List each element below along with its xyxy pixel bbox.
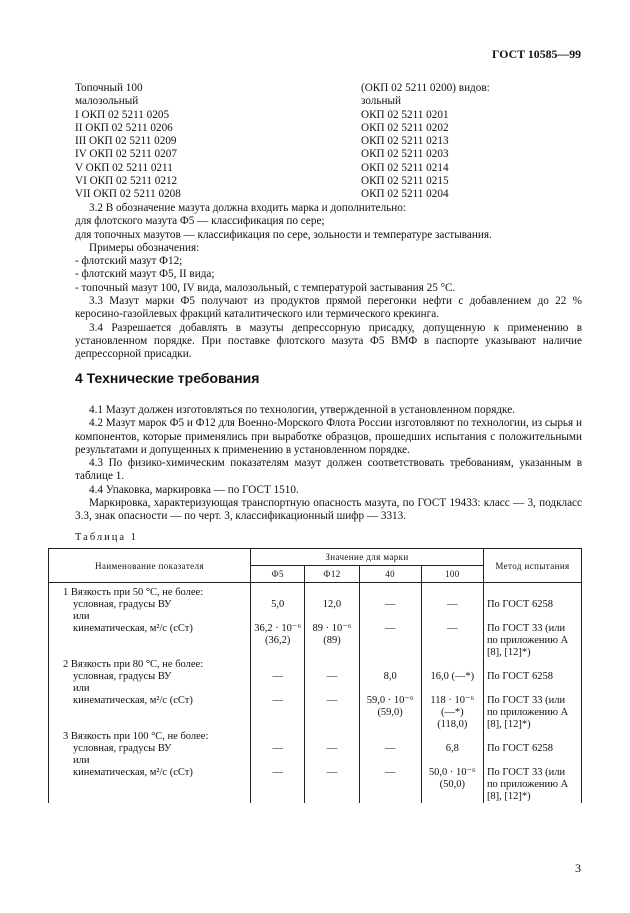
- code-left: V ОКП 02 5211 0211: [75, 161, 173, 174]
- row-value: —: [421, 623, 483, 659]
- row-method: По ГОСТ 6258: [483, 599, 581, 611]
- col-header-brand: 100: [421, 566, 483, 583]
- code-row: [0, 188, 500, 201]
- row-method: [483, 659, 581, 671]
- table-row: [49, 583, 582, 600]
- code-right: ОКП 02 5211 0201: [361, 108, 449, 121]
- code-row: [0, 109, 500, 122]
- row-value: [359, 659, 421, 671]
- code-right: зольный: [361, 95, 401, 108]
- row-name: 1 Вязкость при 50 °С, не более:: [49, 583, 251, 600]
- code-left: I ОКП 02 5211 0205: [75, 108, 170, 121]
- row-value: —: [305, 743, 359, 755]
- row-method: По ГОСТ 33 (или по приложению А [8], [12]*): [483, 767, 581, 803]
- row-method: По ГОСТ 33 (или по приложению А [8], [12]*): [483, 695, 581, 731]
- code-right: ОКП 02 5211 0202: [361, 121, 449, 134]
- row-value: [359, 611, 421, 623]
- col-header-name: Наименование показателя: [49, 549, 251, 583]
- clause-4-3: 4.3 По физико-химическим показателям мазут должен соответствовать требованиям, указанным в таблице 1.: [75, 457, 582, 483]
- row-value: —: [359, 599, 421, 611]
- row-name: кинематическая, м²/с (сСт): [49, 623, 251, 659]
- row-value: —: [305, 767, 359, 803]
- code-right: ОКП 02 5211 0215: [361, 175, 449, 188]
- code-row: [0, 148, 500, 161]
- col-header-brand: 40: [359, 566, 421, 583]
- row-value: —: [251, 767, 305, 803]
- code-row: [0, 135, 500, 148]
- row-value: [421, 731, 483, 743]
- row-method: [483, 583, 581, 600]
- row-value: 16,0 (—*): [421, 671, 483, 683]
- table-row: [49, 731, 582, 743]
- table-row: [49, 623, 582, 659]
- row-value: [305, 755, 359, 767]
- code-left: VI ОКП 02 5211 0212: [75, 175, 178, 188]
- code-right: ОКП 02 5211 0204: [361, 188, 449, 201]
- code-right: ОКП 02 5211 0214: [361, 161, 449, 174]
- table-caption: Таблица 1: [75, 532, 138, 543]
- document-header: ГОСТ 10585—99: [492, 47, 581, 61]
- row-value: [251, 583, 305, 600]
- row-name: кинематическая, м²/с (сСт): [49, 767, 251, 803]
- row-value: [421, 659, 483, 671]
- table-row: [49, 743, 582, 755]
- code-row: [0, 175, 500, 188]
- row-method: По ГОСТ 33 (или по приложению А [8], [12]*): [483, 623, 581, 659]
- table-row: [49, 683, 582, 695]
- row-value: —: [251, 743, 305, 755]
- row-name: 2 Вязкость при 80 °С, не более:: [49, 659, 251, 671]
- row-value: —: [251, 695, 305, 731]
- clause-text: - топочный мазут 100, IV вида, малозольный, с температурой застывания 25 °С.: [75, 281, 456, 294]
- clause-text: для топочных мазутов — классификация по сере, зольности и температуре застывания.: [75, 228, 492, 241]
- row-name: условная, градусы ВУ: [49, 743, 251, 755]
- row-name: условная, градусы ВУ: [49, 671, 251, 683]
- row-value: —: [305, 695, 359, 731]
- row-value: [421, 683, 483, 695]
- row-value: 59,0 · 10⁻⁶ (59,0): [359, 695, 421, 731]
- row-value: [359, 683, 421, 695]
- clause-text: для флотского мазута Ф5 — классификация по сере;: [75, 215, 325, 228]
- clause-marking: Маркировка, характеризующая транспортную опасность мазута, по ГОСТ 19433: класс — 3, подкласс 3.3, знак опасности — по черт. 3, классификационный шифр — 3313.: [75, 497, 582, 523]
- row-value: [251, 683, 305, 695]
- row-value: [421, 611, 483, 623]
- clause-3-2: 3.2 В обозначение мазута должна входить марка и дополнительно:: [89, 202, 406, 214]
- row-value: —: [421, 599, 483, 611]
- table-row: [49, 755, 582, 767]
- row-method: По ГОСТ 6258: [483, 671, 581, 683]
- code-row: [0, 82, 500, 95]
- clause-text: Примеры обозначения:: [89, 241, 200, 254]
- row-method: [483, 611, 581, 623]
- col-header-brand: Ф12: [305, 566, 359, 583]
- col-header-method: Метод испытания: [483, 549, 581, 583]
- row-value: —: [305, 671, 359, 683]
- row-value: 50,0 · 10⁻⁶ (50,0): [421, 767, 483, 803]
- clause-4-1: 4.1 Мазут должен изготовляться по технологии, утвержденной в установленном порядке.: [89, 404, 515, 416]
- row-value: [421, 583, 483, 600]
- row-value: [251, 755, 305, 767]
- row-value: 12,0: [305, 599, 359, 611]
- table-row: [49, 767, 582, 803]
- row-value: [251, 611, 305, 623]
- clause-4-4: 4.4 Упаковка, маркировка — по ГОСТ 1510.: [89, 483, 299, 496]
- code-row: [0, 95, 500, 108]
- row-value: [359, 731, 421, 743]
- col-header-brand: Ф5: [251, 566, 305, 583]
- row-value: 36,2 · 10⁻⁶ (36,2): [251, 623, 305, 659]
- code-right: ОКП 02 5211 0213: [361, 135, 449, 148]
- row-name: условная, градусы ВУ: [49, 599, 251, 611]
- code-left: VII ОКП 02 5211 0208: [75, 188, 181, 201]
- clause-3-3: 3.3 Мазут марки Ф5 получают из продуктов прямой перегонки нефти с добавлением до 22 % керосино-газойлевых фракций каталитического или термического крекинга.: [75, 295, 582, 321]
- row-value: [305, 611, 359, 623]
- clause-3-4: 3.4 Разрешается добавлять в мазуты депрессорную присадку, допущенную к применению в установленном порядке. При поставке флотского мазута Ф5 ВМФ в паспорте указывают наличие депрессорной присадки.: [75, 321, 582, 361]
- row-value: 5,0: [251, 599, 305, 611]
- code-left: II ОКП 02 5211 0206: [75, 121, 173, 134]
- row-value: [251, 659, 305, 671]
- clause-4-2: 4.2 Мазут марок Ф5 и Ф12 для Военно-Морского Флота России изготовляют по технологии, из сырья и компонентов, которые применялись при выработке образцов, прошедших испытания с положительными результатами и допущенных к применению в установленном порядке.: [75, 417, 582, 456]
- row-value: [421, 755, 483, 767]
- code-row: [0, 162, 500, 175]
- table-row: [49, 659, 582, 671]
- clause-text: - флотский мазут Ф12;: [75, 255, 183, 268]
- col-header-values: Значение для марки: [251, 549, 484, 566]
- code-left: Топочный 100: [75, 82, 143, 94]
- code-row: [0, 122, 500, 135]
- row-value: 6,8: [421, 743, 483, 755]
- row-value: 118 · 10⁻⁶ (—*) (118,0): [421, 695, 483, 731]
- row-name: или: [49, 611, 251, 623]
- table-row: [49, 671, 582, 683]
- code-left: малозольный: [75, 95, 139, 108]
- row-value: —: [251, 671, 305, 683]
- table-row: [49, 695, 582, 731]
- row-value: [359, 755, 421, 767]
- row-value: [359, 583, 421, 600]
- row-value: 8,0: [359, 671, 421, 683]
- row-name: 3 Вязкость при 100 °С, не более:: [49, 731, 251, 743]
- row-value: [251, 731, 305, 743]
- row-value: [305, 659, 359, 671]
- clauses-3: [75, 202, 582, 362]
- row-value: [305, 683, 359, 695]
- row-value: [305, 583, 359, 600]
- code-left: III ОКП 02 5211 0209: [75, 135, 177, 148]
- page-number: 3: [575, 861, 581, 875]
- row-value: —: [359, 743, 421, 755]
- product-codes: [0, 82, 500, 202]
- clauses-4: [75, 404, 582, 524]
- table-row: [49, 599, 582, 611]
- row-method: [483, 731, 581, 743]
- row-method: [483, 683, 581, 695]
- row-name: или: [49, 755, 251, 767]
- row-name: кинематическая, м²/с (сСт): [49, 695, 251, 731]
- row-value: —: [359, 767, 421, 803]
- code-right: ОКП 02 5211 0203: [361, 148, 449, 161]
- row-value: 89 · 10⁻⁶ (89): [305, 623, 359, 659]
- table-row: [49, 611, 582, 623]
- row-name: или: [49, 683, 251, 695]
- row-method: [483, 755, 581, 767]
- row-method: По ГОСТ 6258: [483, 743, 581, 755]
- clause-text: - флотский мазут Ф5, II вида;: [75, 268, 215, 281]
- code-left: IV ОКП 02 5211 0207: [75, 148, 177, 161]
- code-right: (ОКП 02 5211 0200) видов:: [361, 82, 490, 94]
- row-value: —: [359, 623, 421, 659]
- table-1: [48, 548, 582, 803]
- row-value: [305, 731, 359, 743]
- section-4-title: 4 Технические требования: [75, 370, 260, 386]
